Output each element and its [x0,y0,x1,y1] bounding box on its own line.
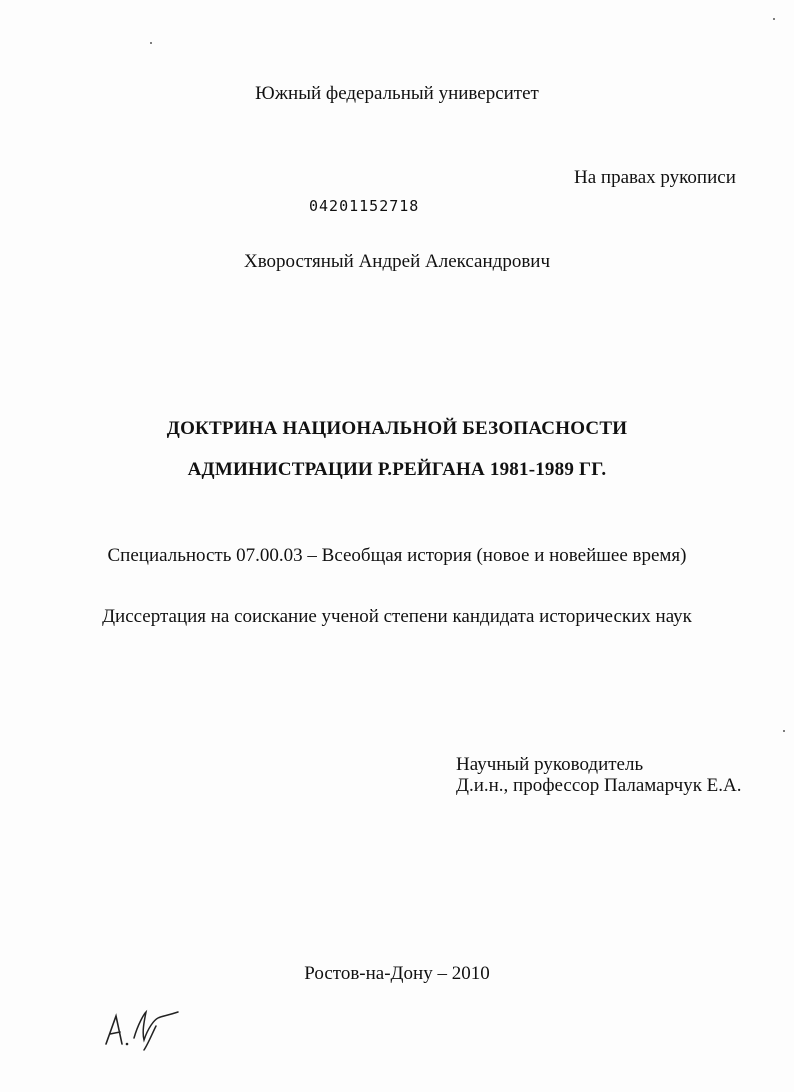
handwritten-signature [100,1004,190,1052]
specialty: Специальность 07.00.03 – Всеобщая история (новое и новейшее время) [107,545,687,566]
city-year: Ростов-на-Дону – 2010 [304,963,490,984]
catalog-number: 04201152718 [309,197,420,215]
advisor-label: Научный руководитель [456,754,644,775]
dissertation-type: Диссертация на соискание ученой степени кандидата исторических наук [102,606,692,627]
author-name: Хворостяный Андрей Александрович [243,251,551,272]
advisor-name: Д.и.н., профессор Паламарчук Е.А. [456,775,742,796]
manuscript-note: На правах рукописи [574,167,736,188]
scan-speck [150,42,152,44]
university-name: Южный федеральный университет [255,83,539,104]
scan-speck [773,18,775,20]
dissertation-title-line-2: АДМИНИСТРАЦИИ Р.РЕЙГАНА 1981-1989 ГГ. [187,459,607,480]
scan-speck [783,730,785,732]
dissertation-title-line-1: ДОКТРИНА НАЦИОНАЛЬНОЙ БЕЗОПАСНОСТИ [166,418,628,439]
